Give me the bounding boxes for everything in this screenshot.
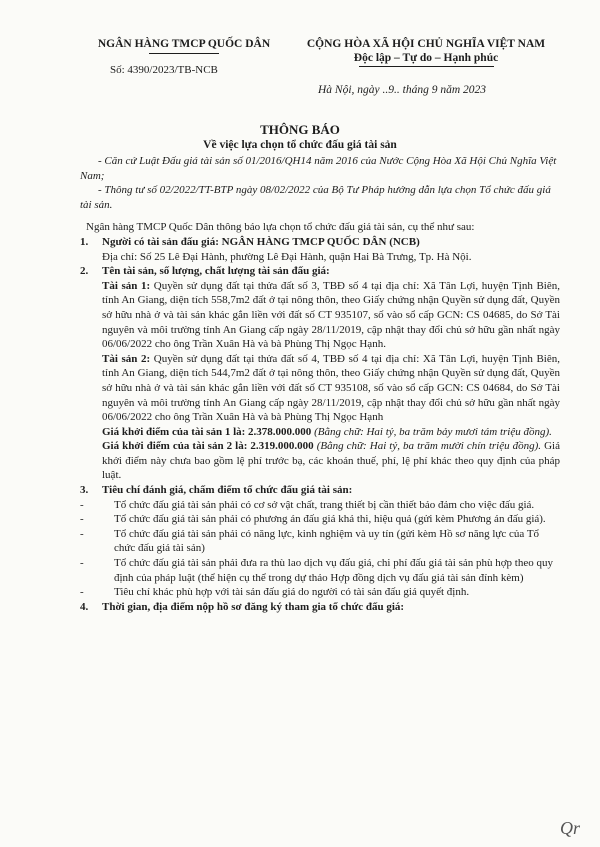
starting-price-1-words: (Bằng chữ: Hai tỷ, ba trăm bảy mươi tám triệu đồng). bbox=[311, 425, 552, 438]
asset-1-text: Quyền sử dụng đất tại thửa đất số 3, TBĐ số 4 tại địa chỉ: Xã Tân Lợi, huyện Tịnh Biên, tỉnh An Giang, diện tích 558,7m2 đất ở tại nông thôn, theo Giấy chứng nhận Quyền sử dụng đất, Quyền sở hữu nhà ở và tài sản khác gắn liền với đất số CT 935107, số vào sổ cấp GCN: CS 04685, do Sở Tài nguyên và môi trường tỉnh An Giang cấp ngày 28/11/2019, cập nhật thay đổi chủ sở hữu gần nhất ngày 06/06/2022 cho ông Trần Xuân Hà và bà Phùng Thị Ngọc Hạnh. bbox=[102, 279, 560, 351]
section-number: 1. bbox=[80, 235, 89, 248]
document-subtitle: Về việc lựa chọn tổ chức đấu giá tài sản bbox=[203, 139, 397, 151]
section-title: Tiêu chí đánh giá, chấm điểm tổ chức đấu giá tài sản: bbox=[102, 484, 353, 497]
bank-name-underline bbox=[149, 53, 219, 54]
issue-date: Hà Nội, ngày ..9.. tháng 9 năm 2023 bbox=[318, 84, 487, 96]
section-number: 3. bbox=[80, 484, 89, 497]
section-3-heading bbox=[80, 483, 560, 498]
criteria-item: - Tổ chức đấu giá tài sản phải có cơ sở vật chất, trang thiết bị cần thiết bảo đảm cho việc đấu giá. bbox=[80, 498, 535, 511]
section-title: Tên tài sản, số lượng, chất lượng tài sản đấu giá: bbox=[102, 265, 330, 278]
asset-1-description bbox=[80, 279, 560, 352]
section-4-heading bbox=[80, 600, 560, 615]
document-body bbox=[80, 154, 560, 614]
asset-1-label: Tài sản 1: bbox=[102, 279, 151, 292]
bank-name: NGÂN HÀNG TMCP QUỐC DÂN bbox=[97, 38, 271, 50]
header-right bbox=[282, 38, 570, 67]
header-left bbox=[84, 38, 284, 76]
motto-underline bbox=[359, 66, 494, 67]
asset-2-text: Quyền sử dụng đất tại thửa đất số 4, TBĐ số 4 tại địa chỉ: Xã Tân Lợi, huyện Tịnh Biên, tỉnh An Giang, diện tích 544,7m2 đất ở tại nông thôn, theo Giấy chứng nhận Quyền sử dụng đất, Quyền sở hữu nhà ở và tài sản khác gắn liền với đất số CT 935108, số vào sổ cấp GCN: CS 04684, do Sở Tài nguyên và môi trường tỉnh An Giang cấp ngày 28/11/2019, cập nhật thay đổi chủ sở hữu gần nhất ngày 06/06/2022 cho ông Trần Xuân Hà và bà Phùng Thị Ngọc Hạnh bbox=[102, 352, 560, 424]
criteria-item: - Tổ chức đấu giá tài sản phải đưa ra thù lao dịch vụ đấu giá, chi phí đấu giá tài sản phù hợp theo quy định của pháp luật (thể hiện cụ thể trong dự thảo Hợp đồng dịch vụ đấu giá tài sản đính kèm) bbox=[80, 557, 553, 584]
section-number: 2. bbox=[80, 265, 89, 278]
section-title: Người có tài sản đấu giá: NGÂN HÀNG TMCP QUỐC DÂN (NCB) bbox=[102, 235, 420, 248]
starting-price-note: Giá khởi điểm này chưa bao gồm lệ phí trước bạ, các khoản thuế, phí, lệ phí khác theo quy định của pháp luật. bbox=[102, 440, 560, 482]
criteria-item: - Tổ chức đấu giá tài sản phải có năng lực, kinh nghiệm và uy tín (gửi kèm Hồ sơ năng lực của Tổ chức đấu giá tài sản) bbox=[80, 527, 540, 555]
document-title: THÔNG BÁO bbox=[260, 122, 340, 137]
criteria-item: - Tiêu chí khác phù hợp với tài sản đấu giá do người có tài sản đấu giá quyết định. bbox=[80, 586, 470, 599]
starting-price-2-words: (Bằng chữ: Hai tỷ, ba trăm mười chín triệu đồng). bbox=[313, 440, 542, 453]
starting-price-2-label: Giá khởi điểm của tài sản 2 là: 2.319.000.000 bbox=[102, 440, 314, 453]
asset-2-label: Tài sản 2: bbox=[102, 352, 151, 365]
criteria-item: - Tổ chức đấu giá tài sản phải có phương án đấu giá khả thi, hiệu quả (gửi kèm Phương án đấu giá). bbox=[80, 513, 546, 526]
starting-price-2 bbox=[80, 439, 560, 483]
owner-address: Địa chỉ: Số 25 Lê Đại Hành, phường Lê Đại Hành, quận Hai Bà Trưng, Tp. Hà Nội. bbox=[102, 250, 472, 263]
section-title: Thời gian, địa điểm nộp hồ sơ đăng ký tham gia tổ chức đấu giá: bbox=[102, 600, 405, 613]
intro-paragraph: Ngân hàng TMCP Quốc Dân thông báo lựa chọn tổ chức đấu giá tài sản, cụ thể như sau: bbox=[86, 221, 475, 234]
section-1-heading bbox=[80, 235, 560, 250]
starting-price-1 bbox=[80, 425, 560, 440]
section-number: 4. bbox=[80, 600, 89, 613]
asset-2-description bbox=[80, 352, 560, 425]
document-number: Số: 4390/2023/TB-NCB bbox=[110, 64, 218, 76]
starting-price-1-label: Giá khởi điểm của tài sản 1 là: 2.378.000.000 bbox=[102, 425, 312, 438]
legal-basis-2: - Thông tư số 02/2022/TT-BTP ngày 08/02/2022 của Bộ Tư Pháp hướng dẫn lựa chọn Tổ chức đấu giá tài sản. bbox=[80, 184, 551, 211]
legal-basis-1: - Căn cứ Luật Đấu giá tài sản số 01/2016/QH14 năm 2016 của Nước Cộng Hòa Xã Hội Chủ Nghĩa Việt Nam; bbox=[80, 155, 557, 182]
section-2-heading bbox=[80, 264, 560, 279]
national-motto: Độc lập – Tự do – Hạnh phúc bbox=[353, 52, 499, 64]
corner-handwritten-mark: Qr bbox=[560, 818, 581, 838]
national-title: CỘNG HÒA XÃ HỘI CHỦ NGHĨA VIỆT NAM bbox=[306, 38, 546, 50]
